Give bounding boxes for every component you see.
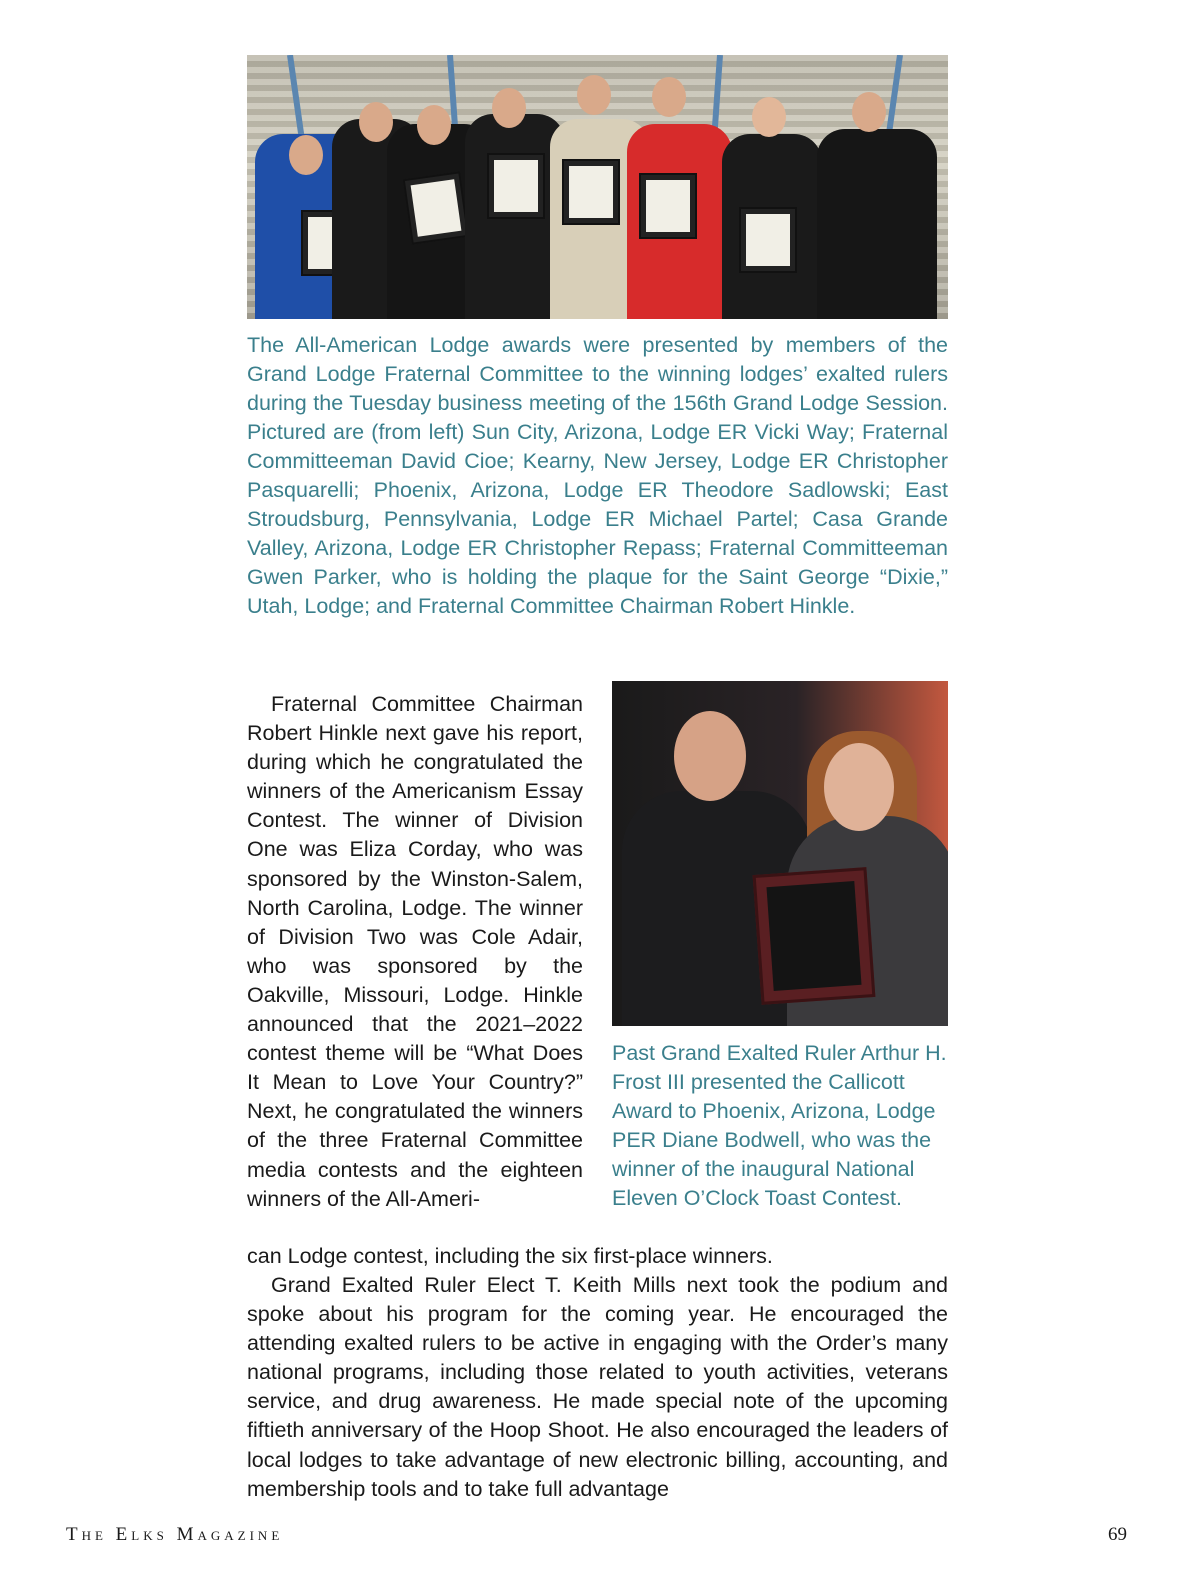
award-plaque: [753, 867, 876, 1005]
person-head: [359, 102, 393, 142]
person-head: [652, 77, 686, 117]
person-figure: [817, 129, 937, 319]
certificate: [487, 153, 545, 219]
side-photo-caption: Past Grand Exalted Ruler Arthur H. Frost III presented the Callicott Award to Phoenix, Arizona, Lodge PER Diane Bodwell, who was the winner of the inaugural National Eleven O’Clock Toast Contest.: [612, 1041, 947, 1210]
callicott-award-photo: [612, 681, 948, 1026]
certificate: [562, 159, 620, 225]
certificate: [739, 207, 797, 273]
person-head: [752, 97, 786, 137]
top-photo-caption: The All-American Lodge awards were presented by members of the Grand Lodge Fraternal Committee to the winning lodges’ exalted rulers during the Tuesday business meeting of the 156th Grand Lodge Session. Pictured are (from left) Sun City, Arizona, Lodge ER Vicki Way; Fraternal Committeeman David Cioe; Kearny, New Jersey, Lodge ER Christopher Pasquarelli; Phoenix, Arizona, Lodge ER Theodore Sadlowski; East Stroudsburg, Pennsylvania, Lodge ER Michael Partel; Casa Grande Valley, Arizona, Lodge ER Christopher Repass; Fraternal Committeeman Gwen Parker, who is holding the plaque for the Saint George “Dixie,” Utah, Lodge; and Fraternal Committee Chairman Robert Hinkle.: [247, 333, 948, 618]
body-paragraph-fraternal-committee: Fraternal Committee Chairman Robert Hinkle next gave his report, during which he congratulated the winners of the Americanism Essay Contest. The winner of Division One was Eliza Corday, who was sponsored by the Winston-Salem, North Carolina, Lodge. The winner of Division Two was Cole Adair, who was sponsored by the Oakville, Missouri, Lodge. Hinkle announced that the 2021–2022 contest theme will be “What Does It Mean to Love Your Country?” Next, he congratulated the winners of the three Fraternal Committee media contests and the eighteen winners of the All-Ameri-: [247, 692, 583, 1211]
certificate: [639, 173, 697, 239]
person-head: [674, 711, 746, 801]
person-head: [289, 135, 323, 175]
person-head: [492, 88, 526, 128]
body-paragraph-grand-exalted-ruler: Grand Exalted Ruler Elect T. Keith Mills next took the podium and spoke about his program for the coming year. He encouraged the attending exalted rulers to be active in engaging with the Order’s many national programs, including those related to youth activities, veterans service, and drug awareness. He made special note of the upcoming fiftieth anniversary of the Hoop Shoot. He also encouraged the leaders of local lodges to take advantage of new electronic billing, accounting, and membership tools and to take full advantage: [247, 1273, 948, 1501]
person-head: [852, 92, 886, 132]
person-head: [577, 75, 611, 115]
certificate: [403, 171, 470, 244]
magazine-name: The Elks Magazine: [66, 1524, 284, 1545]
person-head: [417, 105, 451, 145]
body-paragraph-continuation: can Lodge contest, including the six first-place winners.: [247, 1244, 773, 1268]
group-award-photo: [247, 55, 948, 319]
page-number: 69: [1108, 1524, 1127, 1545]
person-head: [824, 743, 894, 831]
